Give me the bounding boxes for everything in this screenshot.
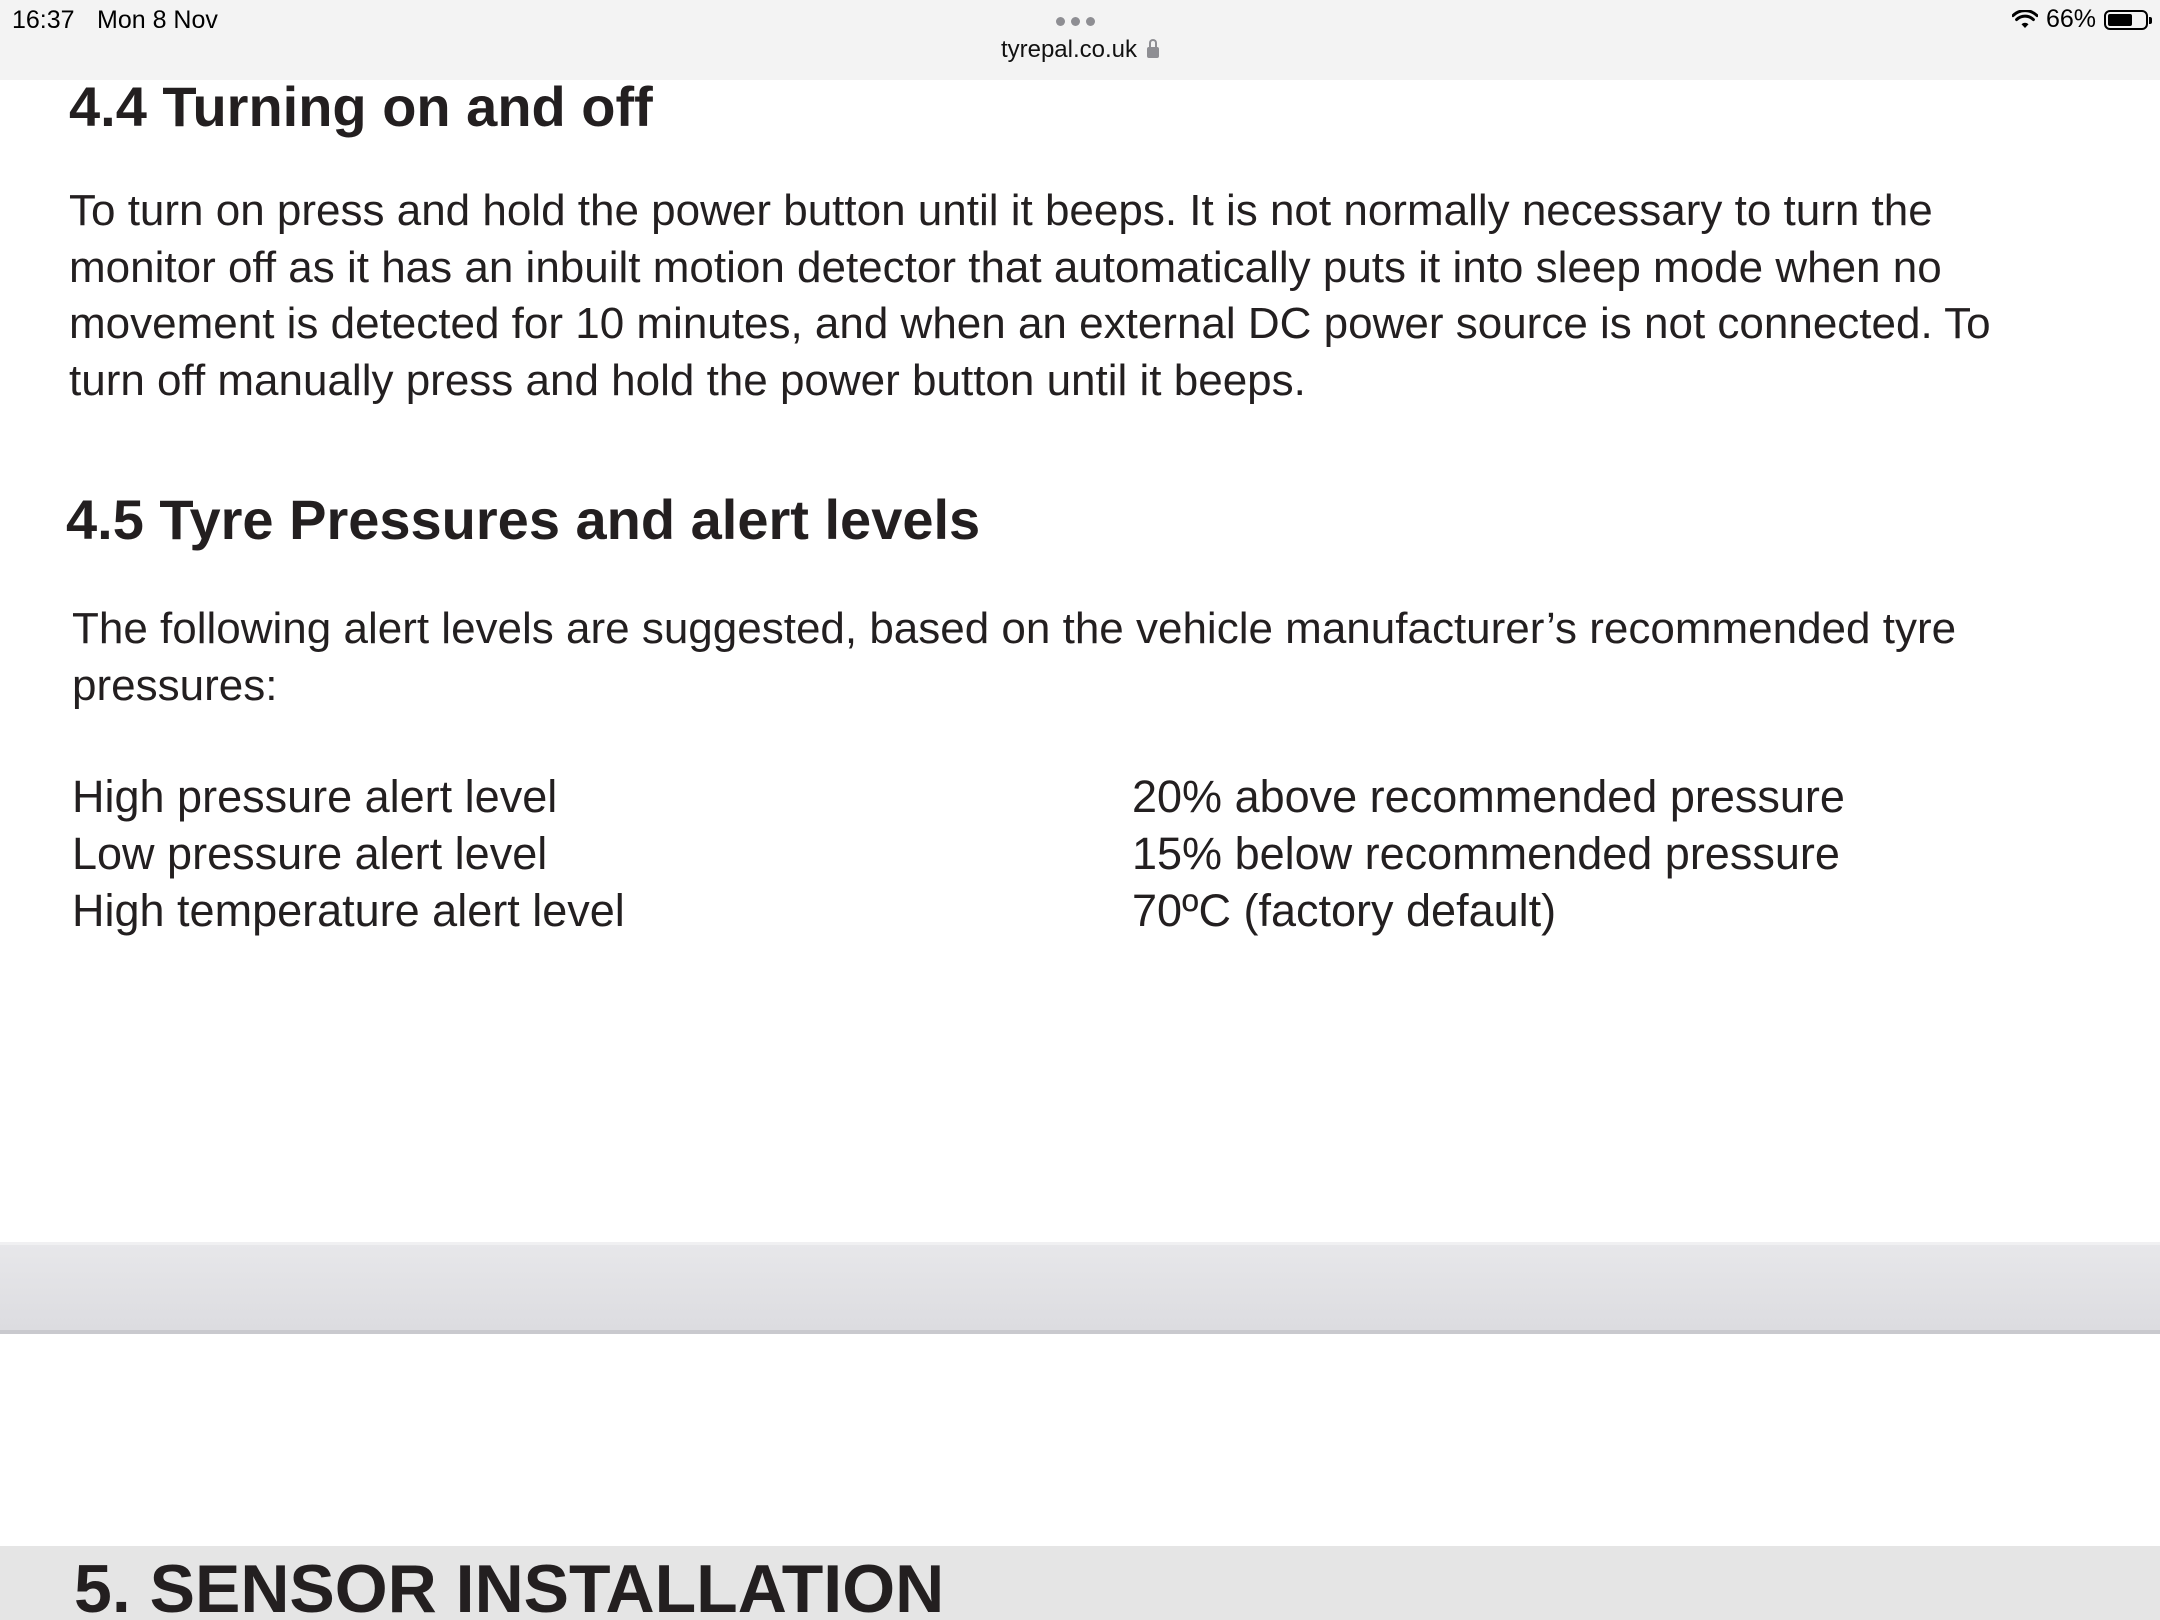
battery-percent: 66% xyxy=(2045,5,2096,33)
section-heading-4-5: 4.5 Tyre Pressures and alert levels xyxy=(66,488,981,551)
address-bar[interactable] xyxy=(0,36,2160,64)
turning-on-off-paragraph xyxy=(69,183,1991,409)
alert-value: 15% below recommended pressure xyxy=(1132,828,1840,879)
page-break-divider xyxy=(0,1242,2160,1334)
multitasking-dots-icon[interactable] xyxy=(1056,17,1095,26)
battery-icon xyxy=(2104,10,2148,30)
next-section-header xyxy=(0,1546,2160,1620)
paragraph-line: movement is detected for 10 minutes, and when an external DC power source is not connected. To xyxy=(69,299,1991,348)
alert-value: 20% above recommended pressure xyxy=(1132,771,1845,822)
section-heading-4-4: 4.4 Turning on and off xyxy=(69,75,653,138)
paragraph-line: pressures: xyxy=(72,660,278,710)
status-indicators xyxy=(2012,5,2148,34)
alert-label: Low pressure alert level xyxy=(72,828,548,879)
paragraph-line: turn off manually press and hold the power button until it beeps. xyxy=(69,355,1306,405)
paragraph-line: monitor off as it has an inbuilt motion detector that automatically puts it into sleep mode when no xyxy=(69,242,1942,292)
status-date: Mon 8 Nov xyxy=(97,6,218,34)
alert-label: High pressure alert level xyxy=(72,771,558,822)
battery-fill xyxy=(2108,14,2132,26)
status-time: 16:37 xyxy=(12,6,75,34)
lock-icon xyxy=(1147,47,1159,58)
alert-levels-intro xyxy=(72,601,1956,714)
paragraph-line: The following alert levels are suggested, based on the vehicle manufacturer’s recommended tyre xyxy=(72,604,1957,653)
status-bar xyxy=(0,0,2160,80)
wifi-icon xyxy=(2012,10,2038,30)
url-text: tyrepal.co.uk xyxy=(1000,36,1138,63)
section-heading-5: 5. SENSOR INSTALLATION xyxy=(74,1551,945,1620)
paragraph-line: To turn on press and hold the power button until it beeps. It is not normally necessary to turn the xyxy=(69,186,1933,235)
alert-label: High temperature alert level xyxy=(72,885,625,936)
alert-value: 70ºC (factory default) xyxy=(1132,885,1557,936)
